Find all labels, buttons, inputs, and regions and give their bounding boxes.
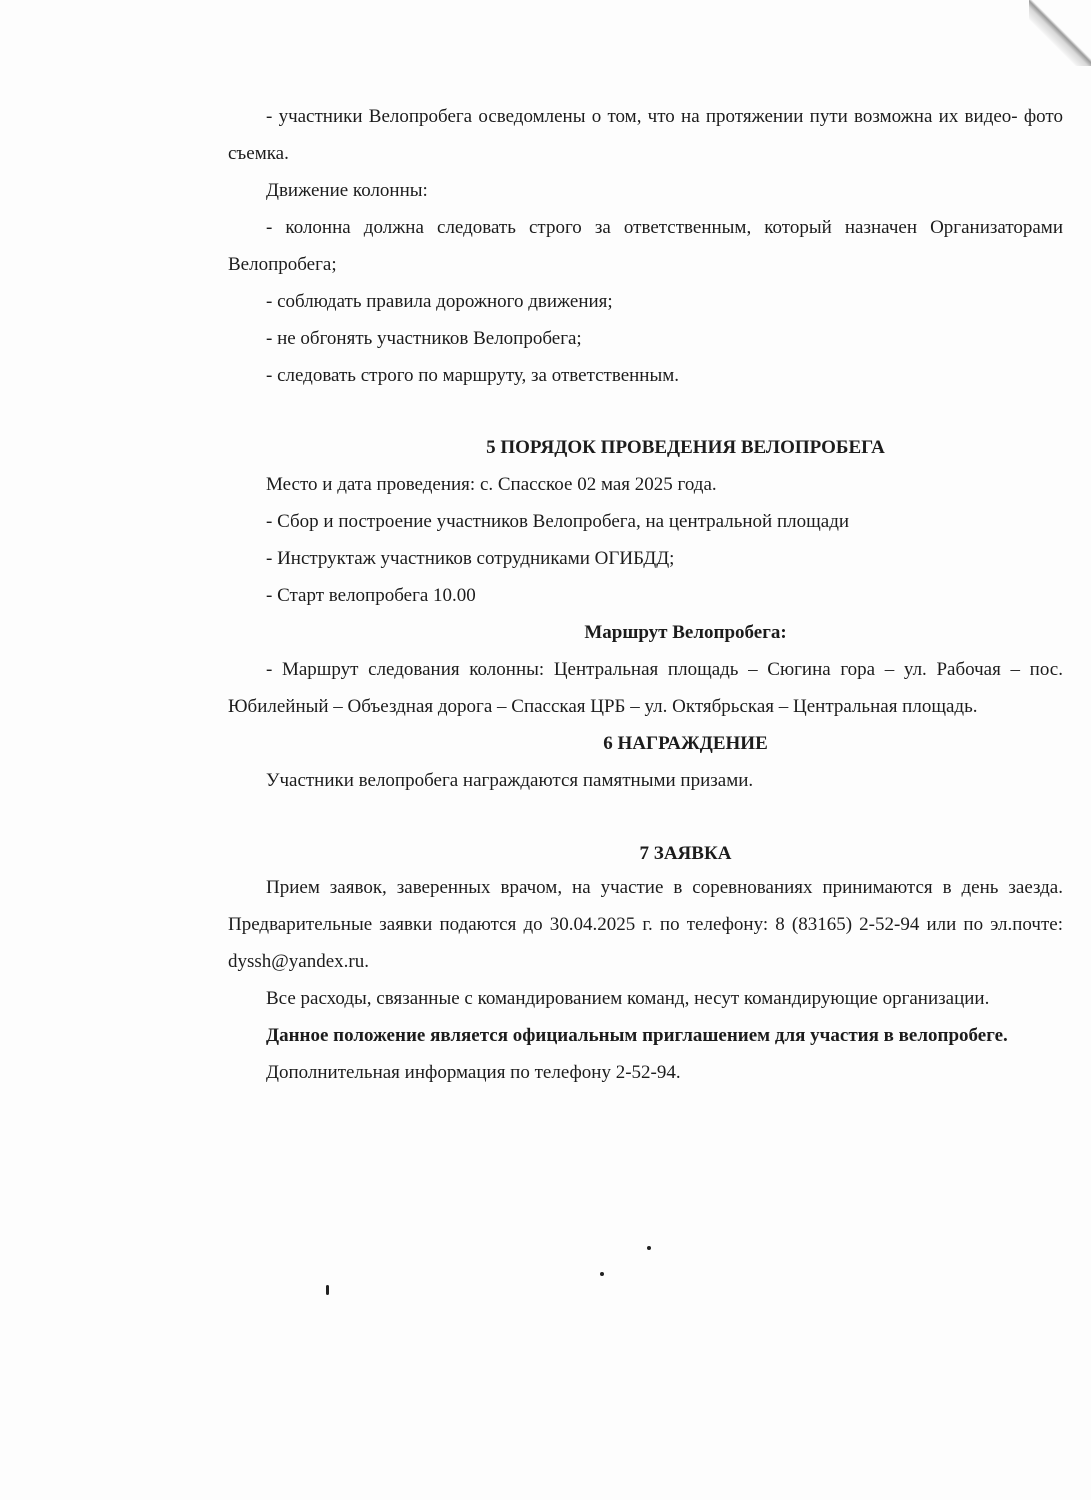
paragraph-briefing: - Инструктаж участников сотрудниками ОГИБДД; xyxy=(266,548,675,569)
paragraph-start-time: - Старт велопробега 10.00 xyxy=(266,585,476,606)
route-heading: Маршрут Велопробега: xyxy=(584,622,787,643)
scan-speck xyxy=(647,1246,651,1250)
paragraph-place-date: Место и дата проведения: с. Спасское 02 мая 2025 года. xyxy=(266,474,717,495)
scan-speck xyxy=(326,1285,329,1295)
paragraph-column-movement: Движение колонны: xyxy=(266,180,428,201)
folded-corner xyxy=(1029,0,1091,66)
section-6-heading: 6 НАГРАЖДЕНИЕ xyxy=(603,733,768,754)
paragraph-official-invitation: Данное положение является официальным приглашением для участия в велопробеге. xyxy=(266,1025,1008,1046)
paragraph-follow-route: - следовать строго по маршруту, за ответственным. xyxy=(266,365,680,386)
section-5-heading: 5 ПОРЯДОК ПРОВЕДЕНИЯ ВЕЛОПРОБЕГА xyxy=(486,437,885,458)
paragraph-additional-info: Дополнительная информация по телефону 2-52-94. xyxy=(266,1062,681,1083)
section-7-heading: 7 ЗАЯВКА xyxy=(639,843,732,864)
paragraph-video-notice: - участники Велопробега осведомлены о том, что на протяжении пути возможна их видео- фото съемка. xyxy=(228,106,1063,164)
paragraph-expenses: Все расходы, связанные с командированием команд, несут командирующие организации. xyxy=(266,988,990,1009)
paragraph-no-overtaking: - не обгонять участников Велопробега; xyxy=(266,328,582,349)
paragraph-gathering: - Сбор и построение участников Велопробега, на центральной площади xyxy=(266,511,850,532)
paragraph-traffic-rules: - соблюдать правила дорожного движения; xyxy=(266,291,613,312)
paragraph-follow-responsible: - колонна должна следовать строго за ответственным, который назначен Организаторами Велопробега; xyxy=(228,217,1063,275)
paragraph-route: - Маршрут следования колонны: Центральная площадь – Сюгина гора – ул. Рабочая – пос. Юбилейный – Объездная дорога – Спасская ЦРБ – ул. Октябрьская – Центральная площадь. xyxy=(228,659,1063,717)
paragraph-award: Участники велопробега награждаются памятными призами. xyxy=(266,770,754,791)
document-body xyxy=(228,98,1063,1091)
paragraph-applications: Прием заявок, заверенных врачом, на участие в соревнованиях принимаются в день заезда. Предварительные заявки подаются до 30.04.2025 г. по телефону: 8 (83165) 2-52-94 или по эл.почте: dyssh@yandex.ru. xyxy=(228,877,1063,972)
scan-speck xyxy=(600,1272,604,1276)
